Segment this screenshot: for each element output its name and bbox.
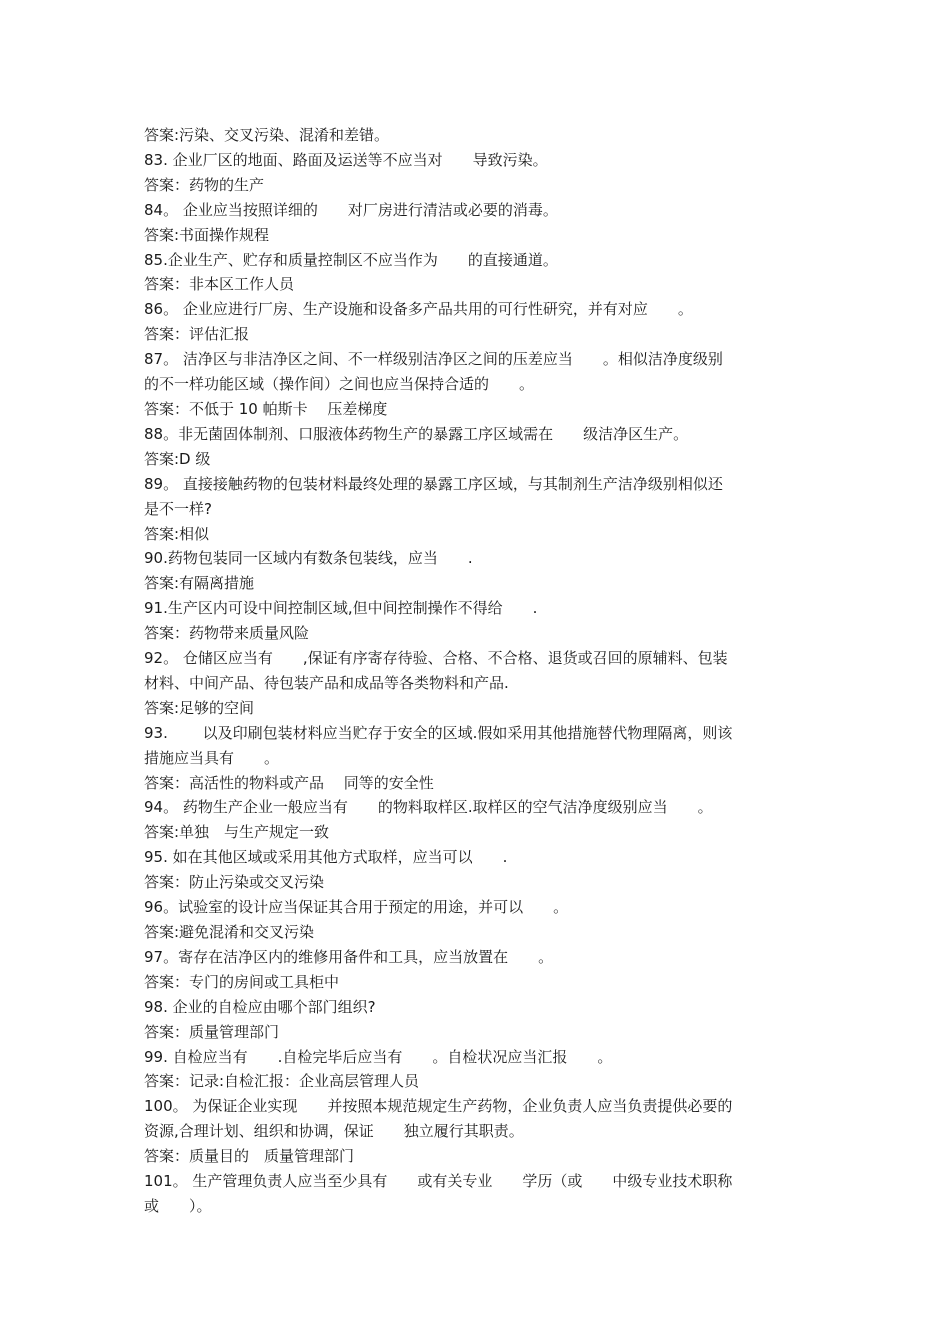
question-101-cont: 或 ）。 [144, 1196, 212, 1215]
answer-line: 答案：不低于 10 帕斯卡 压差梯度 [144, 399, 388, 418]
question-94: 94。 药物生产企业一般应当有 的物料取样区.取样区的空气洁净度级别应当 。 [144, 798, 713, 817]
question-87-cont: 的不一样功能区域（操作间）之间也应当保持合适的 。 [144, 375, 535, 394]
question-89: 89。 直接接触药物的包装材料最终处理的暴露工序区域，与其制剂生产洁净级别相似还 [144, 474, 723, 493]
question-83: 83. 企业厂区的地面、路面及运送等不应当对 导致污染。 [144, 150, 548, 169]
answer-line: 答案：非本区工作人员 [144, 275, 295, 294]
question-87: 87。 洁净区与非洁净区之间、不一样级别洁净区之间的压差应当 。相似洁净度级别 [144, 350, 723, 369]
question-92: 92。 仓储区应当有 ,保证有序寄存待验、合格、不合格、退货或召回的原辅料、包装 [144, 649, 728, 668]
question-95: 95. 如在其他区域或采用其他方式取样，应当可以 . [144, 848, 508, 867]
question-93: 93. 以及印刷包装材料应当贮存于安全的区域.假如采用其他措施替代物理隔离，则该 [144, 723, 733, 742]
question-98: 98. 企业的自检应由哪个部门组织? [144, 997, 376, 1016]
answer-line: 答案：质量管理部门 [144, 1022, 280, 1041]
answer-line: 答案:单独 与生产规定一致 [144, 823, 330, 842]
answer-line: 答案:书面操作规程 [144, 225, 270, 244]
answer-line: 答案：记录:自检汇报：企业高层管理人员 [144, 1072, 420, 1091]
answer-line: 答案：质量目的 质量管理部门 [144, 1147, 355, 1166]
question-96: 96。试验室的设计应当保证其合用于预定的用途，并可以 。 [144, 898, 569, 917]
question-90: 90.药物包装同一区域内有数条包装线，应当 . [144, 549, 473, 568]
answer-line: 答案:足够的空间 [144, 698, 255, 717]
answer-line: 答案:有隔离措施 [144, 574, 255, 593]
question-100-cont: 资源,合理计划、组织和协调，保证 独立履行其职责。 [144, 1122, 524, 1141]
answer-line: 答案：评估汇报 [144, 325, 250, 344]
answer-line: 答案:D 级 [144, 449, 211, 468]
answer-line: 答案：药物带来质量风险 [144, 624, 310, 643]
question-91: 91.生产区内可设中间控制区域,但中间控制操作不得给 . [144, 599, 538, 618]
question-101: 101。 生产管理负责人应当至少具有 或有关专业 学历（或 中级专业技术职称 [144, 1172, 733, 1191]
answer-line: 答案：防止污染或交叉污染 [144, 873, 325, 892]
answer-line: 答案:相似 [144, 524, 210, 543]
question-93-cont: 措施应当具有 。 [144, 748, 280, 767]
question-86: 86。 企业应进行厂房、生产设施和设备多产品共用的可行性研究，并有对应 。 [144, 300, 693, 319]
answer-line: 答案:污染、交叉污染、混淆和差错。 [144, 126, 390, 144]
question-88: 88。非无菌固体制剂、口服液体药物生产的暴露工序区域需在 级洁净区生产。 [144, 424, 689, 443]
answer-line: 答案：药物的生产 [144, 175, 265, 194]
answer-line: 答案:避免混淆和交叉污染 [144, 923, 315, 941]
question-99: 99. 自检应当有 .自检完毕后应当有 。自检状况应当汇报 。 [144, 1047, 613, 1066]
document-body [144, 123, 812, 1219]
answer-line: 答案：高活性的物料或产品 同等的安全性 [144, 773, 434, 792]
answer-line: 答案：专门的房间或工具柜中 [144, 972, 340, 991]
question-100: 100。 为保证企业实现 并按照本规范规定生产药物，企业负责人应当负责提供必要的 [144, 1097, 733, 1116]
question-92-cont: 材料、中间产品、待包装产品和成品等各类物料和产品. [144, 673, 509, 692]
question-84: 84。 企业应当按照详细的 对厂房进行清洁或必要的消毒。 [144, 200, 558, 219]
question-97: 97。寄存在洁净区内的维修用备件和工具，应当放置在 。 [144, 947, 554, 966]
question-89-cont: 是不一样? [144, 499, 212, 518]
question-85: 85.企业生产、贮存和质量控制区不应当作为 的直接通道。 [144, 250, 558, 269]
